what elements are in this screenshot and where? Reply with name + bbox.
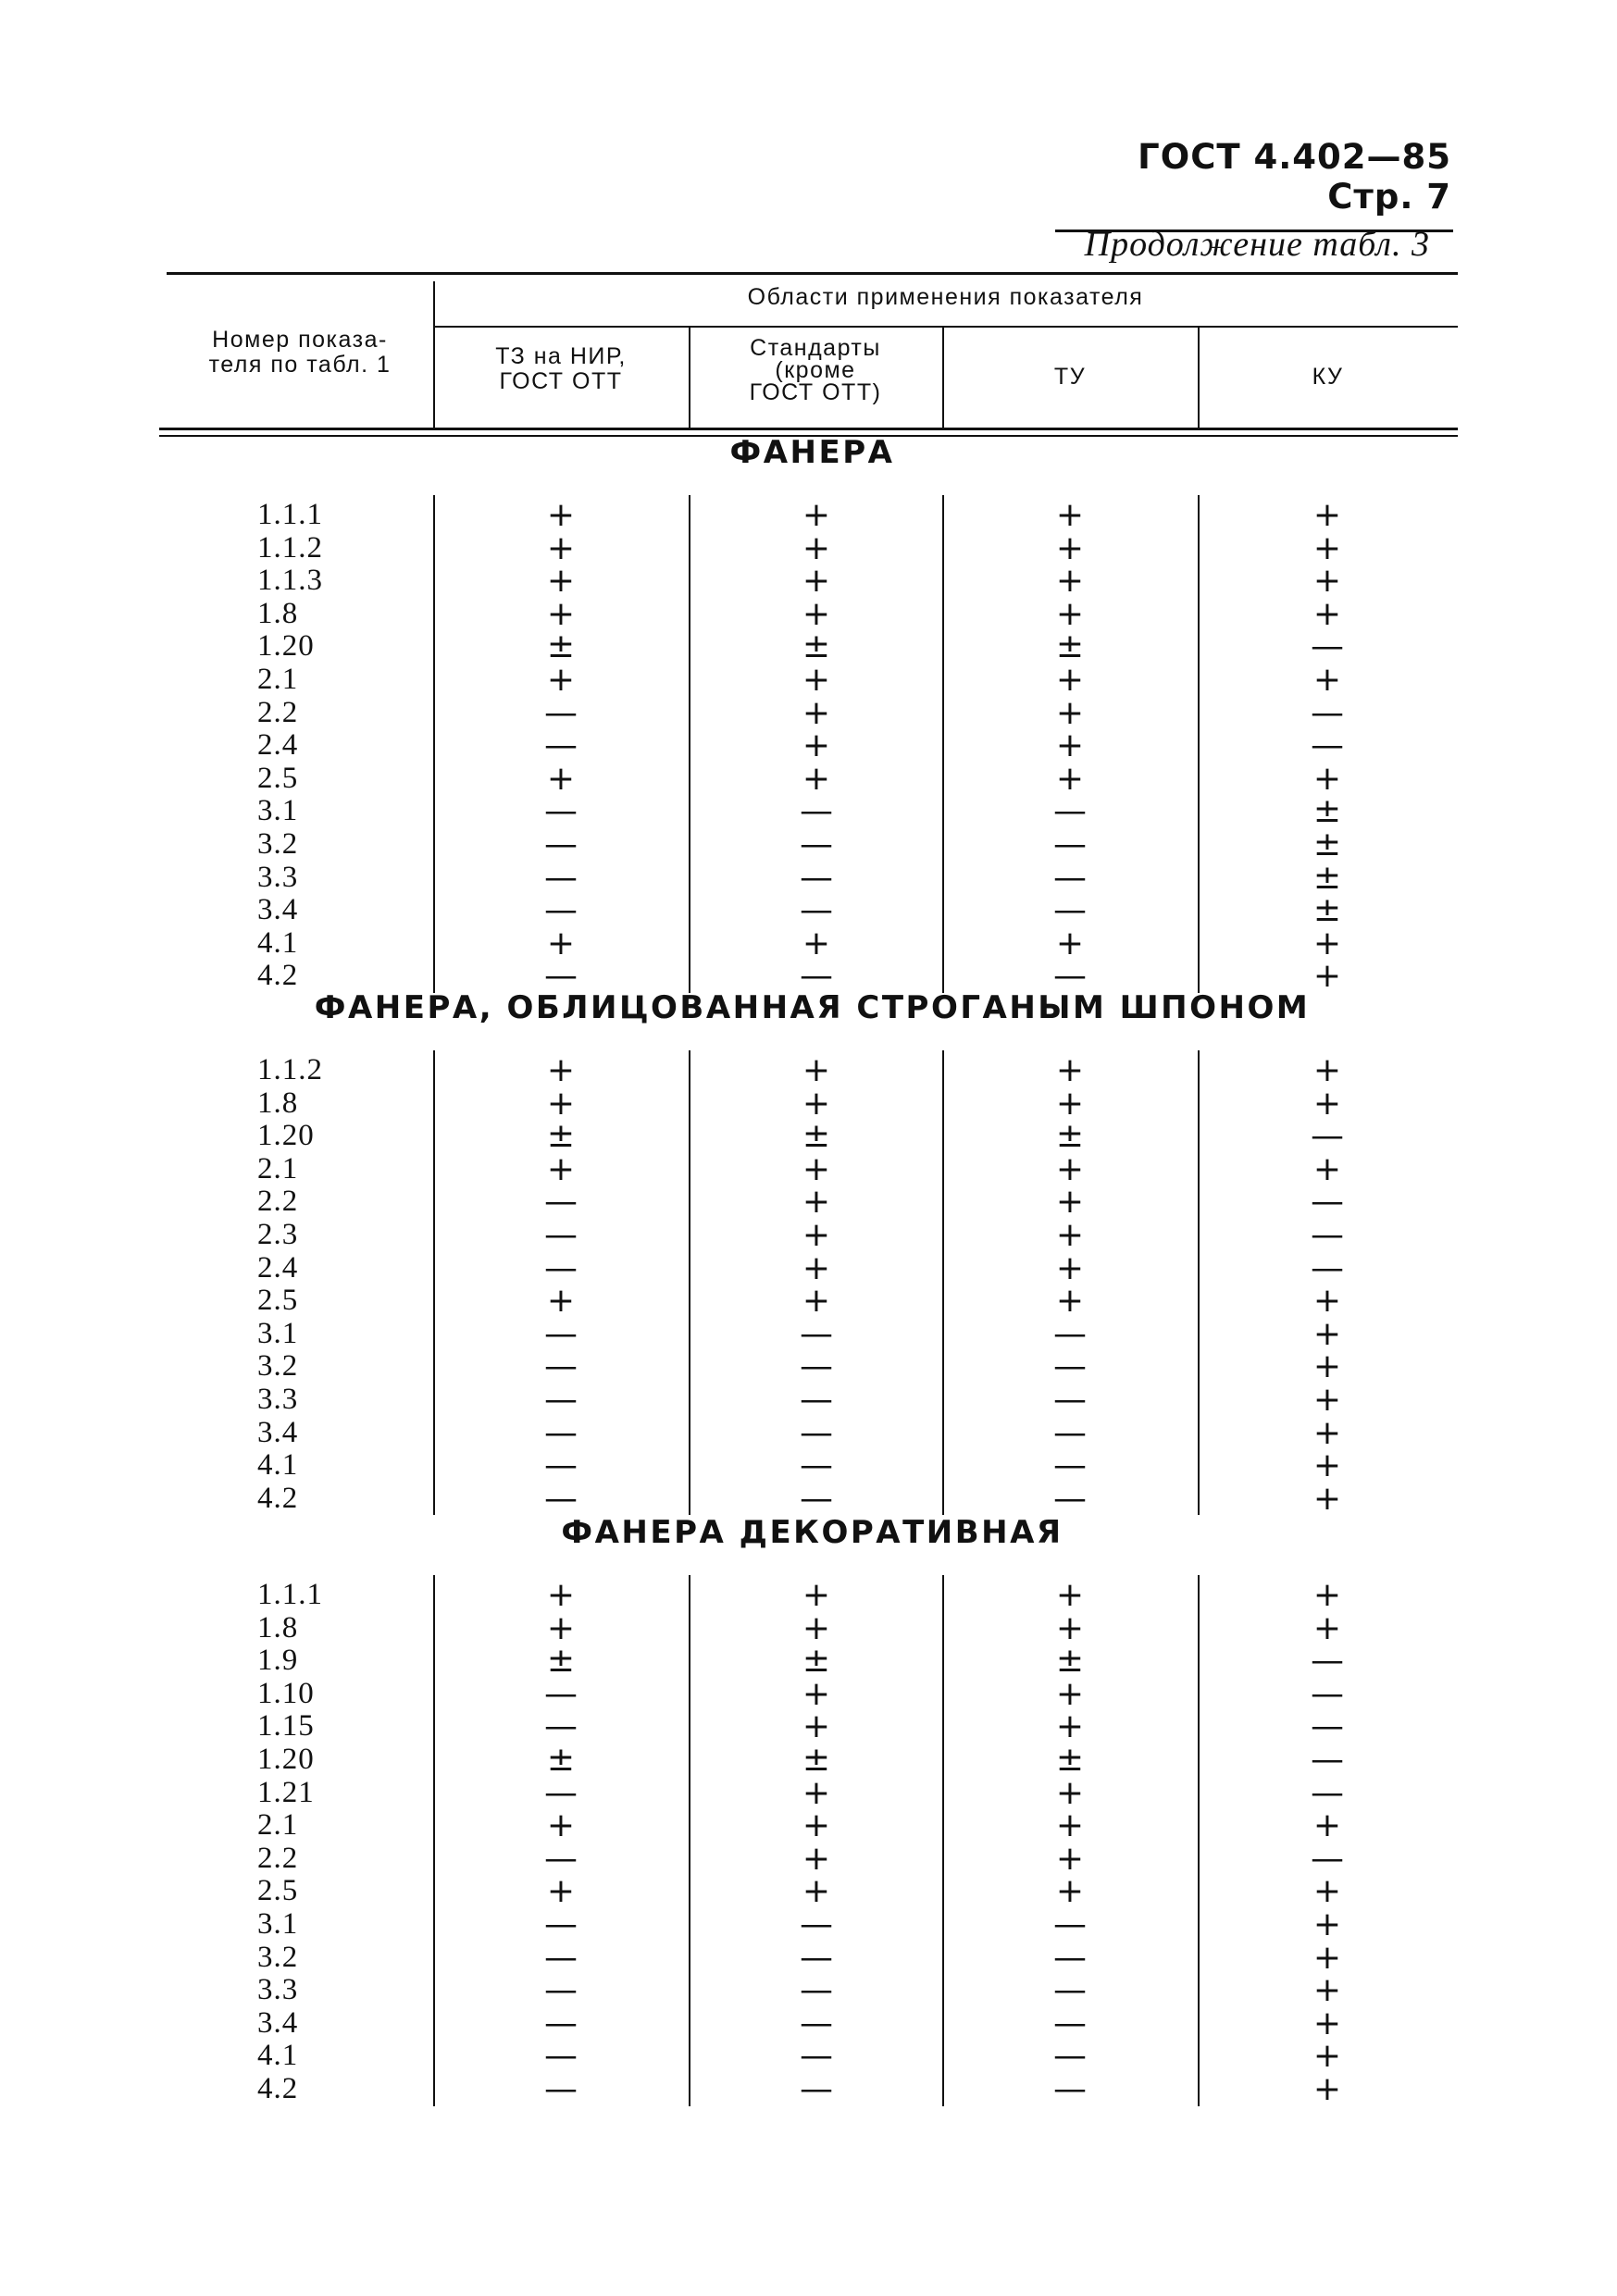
page-header	[1055, 137, 1453, 232]
indicator-number: 3.1	[257, 794, 299, 828]
indicator-number: 1.8	[257, 596, 299, 630]
applicability-mark: +	[802, 1872, 831, 1911]
indicator-number: 3.4	[257, 2005, 299, 2040]
applicability-mark: —	[544, 2037, 578, 2076]
applicability-mark: —	[1311, 1707, 1344, 1746]
group-header-text: Области применения показателя	[747, 284, 1144, 310]
applicability-mark: —	[1311, 693, 1344, 732]
applicability-mark: —	[1053, 2070, 1087, 2108]
indicator-number: 2.1	[257, 663, 299, 696]
table-row	[167, 1216, 1458, 1254]
table-row	[167, 1347, 1458, 1386]
table-row	[167, 627, 1458, 666]
table-row	[167, 1872, 1458, 1911]
applicability-mark: +	[546, 924, 576, 962]
applicability-mark: +	[802, 1149, 831, 1188]
applicability-mark: +	[546, 1282, 576, 1321]
applicability-mark: +	[1312, 661, 1342, 699]
applicability-mark: ±	[802, 627, 831, 666]
applicability-mark: —	[544, 825, 578, 863]
applicability-mark: +	[1055, 924, 1085, 962]
applicability-mark: —	[544, 858, 578, 897]
table-row	[167, 528, 1458, 567]
applicability-mark: —	[544, 1479, 578, 1518]
indicator-number: 2.5	[257, 761, 299, 795]
applicability-mark: +	[1055, 562, 1085, 601]
applicability-mark: —	[1053, 825, 1087, 863]
table-row	[167, 1741, 1458, 1779]
indicator-number: 3.1	[257, 1316, 299, 1350]
applicability-mark: +	[1312, 1872, 1342, 1911]
table-row	[167, 496, 1458, 534]
applicability-mark: —	[800, 1314, 833, 1353]
applicability-mark: —	[1311, 1839, 1344, 1878]
table-row	[167, 1051, 1458, 1089]
applicability-mark: +	[1312, 2004, 1342, 2042]
table-continuation-label: Продолжение табл. 3	[1084, 225, 1430, 264]
applicability-mark: —	[1311, 1183, 1344, 1222]
applicability-mark: +	[802, 1216, 831, 1254]
applicability-mark: +	[802, 1248, 831, 1287]
col-header-tu	[942, 365, 1198, 390]
indicator-number: 4.2	[257, 959, 299, 993]
indicator-number: 2.2	[257, 1185, 299, 1219]
applicability-mark: —	[1311, 1773, 1344, 1812]
applicability-mark: +	[1055, 1051, 1085, 1089]
indicator-number: 1.15	[257, 1709, 315, 1744]
applicability-mark: +	[546, 1149, 576, 1188]
indicator-number: 1.20	[257, 1119, 315, 1153]
applicability-mark: +	[1312, 1149, 1342, 1188]
table-row	[167, 1839, 1458, 1878]
applicability-mark: —	[800, 2037, 833, 2076]
table-row	[167, 858, 1458, 897]
applicability-mark: +	[802, 1183, 831, 1222]
applicability-mark: —	[544, 957, 578, 996]
table-row	[167, 957, 1458, 996]
indicator-number: 4.1	[257, 925, 299, 960]
applicability-mark: —	[544, 1773, 578, 1812]
applicability-mark: +	[802, 1773, 831, 1812]
applicability-mark: —	[1053, 2037, 1087, 2076]
applicability-mark: ±	[546, 627, 576, 666]
applicability-mark: ±	[1055, 627, 1085, 666]
applicability-mark: —	[544, 1381, 578, 1419]
applicability-mark: ±	[1312, 825, 1342, 863]
indicator-number: 1.1.2	[257, 1053, 323, 1086]
applicability-mark: —	[544, 693, 578, 732]
applicability-mark: ±	[802, 1117, 831, 1156]
indicator-number: 3.2	[257, 827, 299, 861]
indicator-number: 2.5	[257, 1874, 299, 1908]
applicability-mark: +	[1312, 1608, 1342, 1647]
indicator-number: 1.9	[257, 1644, 299, 1678]
applicability-mark: +	[546, 1084, 576, 1123]
indicator-number: 1.20	[257, 629, 315, 664]
applicability-mark: +	[1312, 759, 1342, 798]
applicability-mark: —	[800, 1971, 833, 2010]
applicability-mark: +	[1312, 1381, 1342, 1419]
applicability-mark: —	[544, 2004, 578, 2042]
applicability-mark: —	[1053, 957, 1087, 996]
applicability-mark: +	[802, 759, 831, 798]
table-row	[167, 1314, 1458, 1353]
applicability-mark: ±	[546, 1741, 576, 1779]
applicability-mark: —	[800, 1905, 833, 1943]
applicability-mark: +	[1312, 2070, 1342, 2108]
applicability-mark: —	[1053, 858, 1087, 897]
applicability-mark: —	[544, 1216, 578, 1254]
applicability-mark: —	[544, 1183, 578, 1222]
applicability-mark: —	[544, 1248, 578, 1287]
applicability-mark: +	[1312, 1347, 1342, 1386]
applicability-mark: ±	[546, 1117, 576, 1156]
table-row	[167, 1117, 1458, 1156]
indicator-number: 3.3	[257, 860, 299, 894]
applicability-mark: +	[802, 924, 831, 962]
applicability-mark: —	[800, 1413, 833, 1452]
applicability-mark: +	[1312, 562, 1342, 601]
applicability-mark: —	[1053, 891, 1087, 930]
indicator-number: 3.2	[257, 1940, 299, 1974]
table-row	[167, 2037, 1458, 2076]
applicability-mark: +	[546, 1806, 576, 1845]
applicability-mark: +	[1312, 1576, 1342, 1614]
applicability-mark: +	[1055, 1806, 1085, 1845]
applicability-mark: ±	[802, 1741, 831, 1779]
applicability-mark: —	[544, 1413, 578, 1452]
applicability-mark: —	[1311, 1216, 1344, 1254]
applicability-mark: +	[1055, 594, 1085, 633]
applicability-mark: —	[800, 1446, 833, 1485]
applicability-mark: —	[544, 891, 578, 930]
section-title: ФАНЕРА	[729, 434, 895, 471]
applicability-mark: +	[1312, 594, 1342, 633]
table-row	[167, 594, 1458, 633]
applicability-mark: +	[546, 661, 576, 699]
table-row	[167, 759, 1458, 798]
indicator-number: 3.4	[257, 1415, 299, 1449]
indicator-number: 1.1.1	[257, 1578, 323, 1611]
col-header-indicator-number	[167, 328, 433, 378]
header-column-separator	[942, 328, 944, 428]
table-row	[167, 1084, 1458, 1123]
applicability-mark: —	[1053, 1971, 1087, 2010]
applicability-mark: +	[546, 1872, 576, 1911]
col-header-indicator-number-text: Номер показа- теля по табл. 1	[208, 327, 392, 378]
applicability-mark: +	[802, 1806, 831, 1845]
applicability-mark: +	[1055, 759, 1085, 798]
col-header-tu-text: ТУ	[1053, 364, 1087, 390]
applicability-mark: —	[800, 2004, 833, 2042]
table-row	[167, 1479, 1458, 1518]
applicability-mark: —	[1053, 1347, 1087, 1386]
applicability-mark: —	[800, 957, 833, 996]
applicability-mark: +	[1312, 1051, 1342, 1089]
table-row	[167, 1971, 1458, 2010]
applicability-mark: +	[1312, 528, 1342, 567]
applicability-mark: +	[1055, 726, 1085, 765]
indicator-number: 3.2	[257, 1349, 299, 1384]
applicability-mark: ±	[1055, 1117, 1085, 1156]
header-column-separator	[433, 281, 435, 428]
indicator-number: 4.2	[257, 1481, 299, 1515]
indicator-number: 3.4	[257, 893, 299, 927]
applicability-mark: +	[546, 1051, 576, 1089]
applicability-mark: —	[1053, 2004, 1087, 2042]
applicability-mark: +	[1055, 1608, 1085, 1647]
applicability-mark: +	[802, 693, 831, 732]
applicability-mark: —	[544, 2070, 578, 2108]
indicator-number: 2.1	[257, 1151, 299, 1185]
applicability-mark: +	[802, 594, 831, 633]
applicability-mark: —	[1311, 1741, 1344, 1779]
indicator-number: 1.1.1	[257, 498, 323, 531]
indicator-number: 2.4	[257, 728, 299, 763]
applicability-mark: +	[802, 1084, 831, 1123]
applicability-mark: ±	[1312, 891, 1342, 930]
applicability-mark: —	[1311, 1674, 1344, 1713]
applicability-mark: +	[802, 496, 831, 534]
col-header-standards-text: Стандарты (кроме ГОСТ ОТТ)	[749, 335, 882, 405]
applicability-mark: +	[546, 759, 576, 798]
header-column-separator	[1198, 328, 1200, 428]
applicability-mark: +	[1055, 693, 1085, 732]
applicability-mark: +	[1055, 1773, 1085, 1812]
indicator-number: 1.8	[257, 1086, 299, 1120]
applicability-mark: +	[1055, 1282, 1085, 1321]
applicability-mark: +	[802, 528, 831, 567]
table-row	[167, 924, 1458, 962]
applicability-mark: +	[802, 1051, 831, 1089]
table-row	[167, 726, 1458, 765]
applicability-mark: +	[1312, 1413, 1342, 1452]
applicability-mark: —	[1311, 726, 1344, 765]
applicability-mark: —	[800, 1479, 833, 1518]
table-row	[167, 1806, 1458, 1845]
applicability-mark: +	[1055, 1216, 1085, 1254]
applicability-mark: +	[546, 562, 576, 601]
table-row	[167, 825, 1458, 863]
table-row	[167, 1905, 1458, 1943]
applicability-mark: +	[1312, 1446, 1342, 1485]
indicator-number: 2.2	[257, 695, 299, 729]
applicability-mark: +	[1055, 528, 1085, 567]
applicability-mark: +	[802, 1674, 831, 1713]
col-header-ku-text: КУ	[1312, 364, 1344, 390]
applicability-mark: —	[544, 1314, 578, 1353]
applicability-mark: —	[544, 792, 578, 831]
indicator-number: 2.4	[257, 1250, 299, 1285]
indicator-number: 1.8	[257, 1610, 299, 1644]
applicability-mark: ±	[1312, 858, 1342, 897]
col-header-tz	[433, 344, 689, 394]
applicability-mark: —	[1053, 1381, 1087, 1419]
indicator-number: 3.3	[257, 1973, 299, 2007]
applicability-mark: —	[1311, 627, 1344, 666]
applicability-mark: +	[1312, 1938, 1342, 1977]
applicability-mark: +	[546, 528, 576, 567]
table-row	[167, 1149, 1458, 1188]
indicator-number: 2.1	[257, 1808, 299, 1843]
applicability-mark: +	[1312, 1314, 1342, 1353]
applicability-mark: +	[1055, 496, 1085, 534]
applicability-mark: —	[544, 1905, 578, 1943]
applicability-mark: +	[546, 594, 576, 633]
indicator-number: 2.5	[257, 1284, 299, 1318]
col-header-ku	[1198, 365, 1458, 390]
applicability-mark: —	[544, 726, 578, 765]
indicator-number: 4.1	[257, 2039, 299, 2073]
table-row	[167, 693, 1458, 732]
applicability-mark: +	[802, 726, 831, 765]
table-row	[167, 1248, 1458, 1287]
applicability-mark: +	[1055, 1707, 1085, 1746]
table-row	[167, 2070, 1458, 2108]
table-row	[167, 1576, 1458, 1614]
applicability-mark: ±	[1055, 1642, 1085, 1681]
header-bottom-rule	[159, 428, 1458, 430]
applicability-mark: +	[1055, 1872, 1085, 1911]
applicability-mark: —	[544, 1938, 578, 1977]
indicator-number: 1.1.3	[257, 564, 323, 598]
applicability-mark: +	[546, 496, 576, 534]
table-row	[167, 1608, 1458, 1647]
table-row	[167, 1282, 1458, 1321]
applicability-mark: +	[1312, 1971, 1342, 2010]
applicability-mark: —	[1053, 1413, 1087, 1452]
applicability-mark: +	[1055, 1839, 1085, 1878]
indicator-number: 2.2	[257, 1841, 299, 1875]
indicator-number: 3.1	[257, 1907, 299, 1941]
applicability-mark: —	[1053, 792, 1087, 831]
section-title: ФАНЕРА ДЕКОРАТИВНАЯ	[561, 1514, 1063, 1551]
table-top-rule	[167, 272, 1458, 275]
applicability-mark: ±	[1312, 792, 1342, 831]
applicability-mark: +	[802, 661, 831, 699]
applicability-mark: +	[1312, 957, 1342, 996]
applicability-mark: +	[1055, 1084, 1085, 1123]
applicability-mark: +	[802, 1282, 831, 1321]
applicability-mark: +	[1312, 1282, 1342, 1321]
applicability-mark: —	[544, 1446, 578, 1485]
applicability-mark: +	[1312, 496, 1342, 534]
indicator-number: 1.1.2	[257, 530, 323, 565]
group-header	[433, 285, 1458, 310]
table-row	[167, 1773, 1458, 1812]
applicability-mark: +	[1055, 1248, 1085, 1287]
applicability-mark: +	[802, 1576, 831, 1614]
applicability-mark: +	[1055, 661, 1085, 699]
applicability-mark: +	[802, 1608, 831, 1647]
applicability-mark: +	[1312, 2037, 1342, 2076]
applicability-mark: +	[546, 1576, 576, 1614]
indicator-number: 1.10	[257, 1676, 315, 1710]
applicability-mark: +	[1312, 1806, 1342, 1845]
table-row	[167, 1938, 1458, 1977]
table-row	[167, 792, 1458, 831]
applicability-mark: —	[1053, 1314, 1087, 1353]
indicator-number: 3.3	[257, 1383, 299, 1416]
applicability-mark: +	[1055, 1149, 1085, 1188]
applicability-mark: —	[800, 2070, 833, 2108]
applicability-mark: —	[544, 1674, 578, 1713]
applicability-mark: —	[544, 1347, 578, 1386]
applicability-mark: +	[1055, 1183, 1085, 1222]
applicability-mark: —	[1053, 1905, 1087, 1943]
table-row	[167, 1413, 1458, 1452]
applicability-mark: —	[800, 825, 833, 863]
applicability-mark: —	[1053, 1938, 1087, 1977]
applicability-mark: —	[1311, 1248, 1344, 1287]
table-row	[167, 2004, 1458, 2042]
indicator-number: 4.1	[257, 1448, 299, 1483]
table-row	[167, 661, 1458, 699]
applicability-mark: +	[802, 1707, 831, 1746]
applicability-mark: —	[800, 1347, 833, 1386]
table-row	[167, 1707, 1458, 1746]
applicability-mark: —	[1311, 1642, 1344, 1681]
table-row	[167, 1642, 1458, 1681]
applicability-mark: +	[1312, 1084, 1342, 1123]
col-header-tz-text: ТЗ на НИР, ГОСТ ОТТ	[495, 343, 627, 394]
applicability-mark: —	[800, 1938, 833, 1977]
applicability-mark: ±	[802, 1642, 831, 1681]
applicability-mark: +	[1055, 1576, 1085, 1614]
indicator-number: 1.20	[257, 1743, 315, 1776]
table-row	[167, 1381, 1458, 1419]
applicability-mark: —	[1311, 1117, 1344, 1156]
table-row	[167, 1446, 1458, 1485]
group-header-rule	[433, 326, 1458, 328]
applicability-mark: +	[1312, 1905, 1342, 1943]
applicability-mark: +	[1055, 1674, 1085, 1713]
header-column-separator	[689, 328, 690, 428]
col-header-standards	[689, 337, 942, 403]
applicability-mark: —	[800, 891, 833, 930]
table-row	[167, 891, 1458, 930]
applicability-mark: ±	[1055, 1741, 1085, 1779]
applicability-mark: —	[544, 1839, 578, 1878]
applicability-mark: —	[800, 858, 833, 897]
applicability-mark: +	[1312, 1479, 1342, 1518]
applicability-mark: +	[1312, 924, 1342, 962]
applicability-mark: —	[1053, 1479, 1087, 1518]
applicability-mark: —	[544, 1971, 578, 2010]
table-row	[167, 562, 1458, 601]
applicability-mark: ±	[546, 1642, 576, 1681]
applicability-mark: +	[546, 1608, 576, 1647]
applicability-mark: —	[800, 1381, 833, 1419]
indicator-number: 4.2	[257, 2072, 299, 2105]
indicator-number: 1.21	[257, 1775, 315, 1809]
applicability-mark: —	[1053, 1446, 1087, 1485]
applicability-mark: +	[802, 562, 831, 601]
applicability-mark: —	[800, 792, 833, 831]
standard-page-ref: ГОСТ 4.402—85 Стр. 7	[1138, 137, 1451, 217]
section-title: ФАНЕРА, ОБЛИЦОВАННАЯ СТРОГАНЫМ ШПОНОМ	[314, 989, 1311, 1026]
table-row	[167, 1674, 1458, 1713]
indicator-number: 2.3	[257, 1218, 299, 1251]
applicability-mark: —	[544, 1707, 578, 1746]
applicability-mark: +	[802, 1839, 831, 1878]
table-row	[167, 1183, 1458, 1222]
